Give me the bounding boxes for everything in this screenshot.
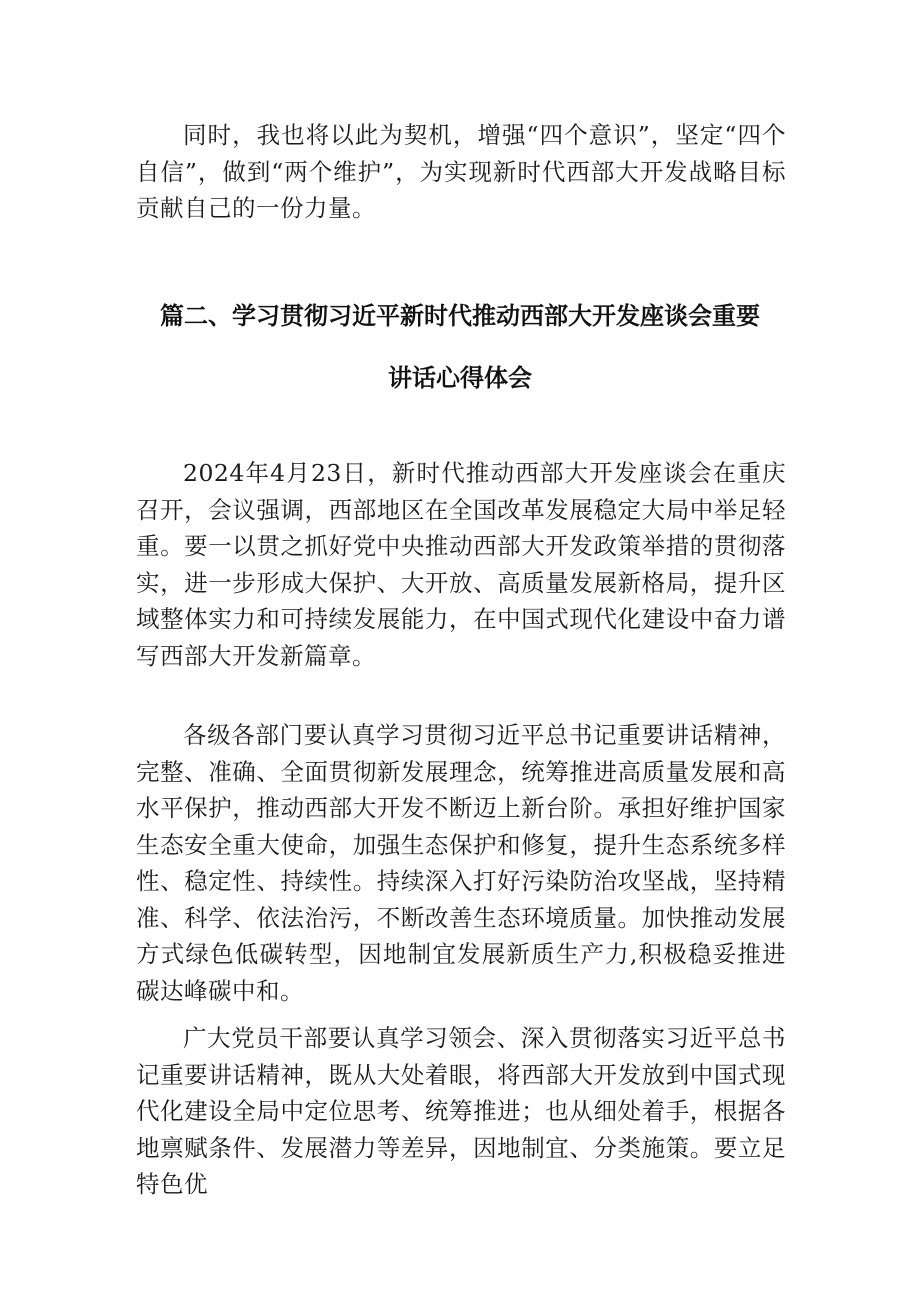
body-paragraph-1: 2024年4月23日，新时代推动西部大开发座谈会在重庆召开，会议强调，西部地区在全国改革发展稳定大局中举足轻重。要一以贯之抓好党中央推动西部大开发政策举措的贯彻落实，进一步形成大保护、大开放、高质量发展新格局，提升区域整体实力和可持续发展能力，在中国式现代化建设中奋力谱写西部大开发新篇章。 bbox=[136, 459, 786, 670]
body-paragraph-2: 各级各部门要认真学习贯彻习近平总书记重要讲话精神，完整、准确、全面贯彻新发展理念，统筹推进高质量发展和高水平保护，推动西部大开发不断迈上新台阶。承担好维护国家生态安全重大使命，加强生态保护和修复，提升生态系统多样性、稳定性、持续性。持续深入打好污染防治攻坚战，坚持精准、科学、依法治污，不断改善生态环境质量。加快推动发展方式绿色低碳转型，因地制宜发展新质生产力,积极稳妥推进碳达峰碳中和。 bbox=[136, 721, 786, 1005]
section-title-line-2: 讲话心得体会 bbox=[388, 364, 532, 392]
intro-paragraph: 同时，我也将以此为契机，增强“四个意识”，坚定“四个自信”，做到“两个维护”，为实现新时代西部大开发战略目标贡献自己的一份力量。 bbox=[136, 121, 786, 222]
section-title-line-1: 篇二、学习贯彻习近平新时代推动西部大开发座谈会重要 bbox=[160, 302, 760, 330]
body-paragraph-3: 广大党员干部要认真学习领会、深入贯彻落实习近平总书记重要讲话精神，既从大处着眼，将西部大开发放到中国式现代化建设全局中定位思考、统筹推进；也从细处着手，根据各地禀赋条件、发展潜力等差异，因地制宜、分类施策。要立足特色优 bbox=[136, 1024, 786, 1198]
section-title bbox=[120, 285, 800, 409]
